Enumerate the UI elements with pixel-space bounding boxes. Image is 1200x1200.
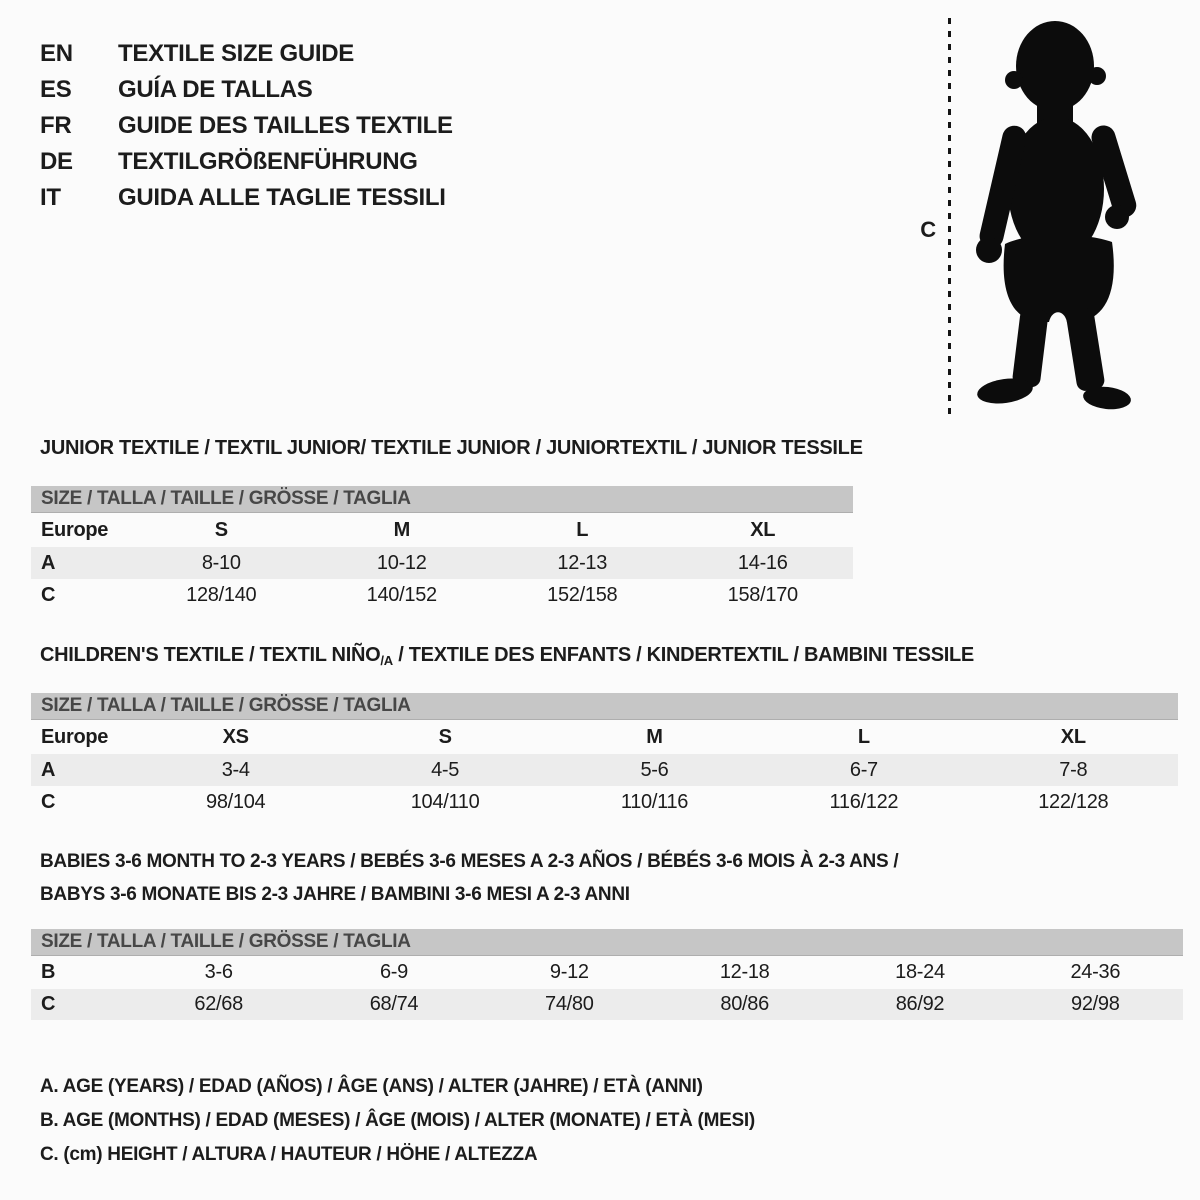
language-title: GUIDA ALLE TAGLIE TESSILI xyxy=(118,184,446,211)
value-cell: 74/80 xyxy=(545,993,594,1015)
value-cell: 6-9 xyxy=(379,961,408,983)
height-dashed-line xyxy=(948,18,951,416)
value-cell: 68/74 xyxy=(369,993,419,1015)
value-cell: 140/152 xyxy=(366,583,437,606)
table-header-row xyxy=(31,720,1178,754)
value-cell: 12-18 xyxy=(719,961,770,983)
language-title: GUÍA DE TALLAS xyxy=(118,76,313,103)
language-list xyxy=(40,36,453,216)
value-cell: 116/122 xyxy=(829,790,899,813)
language-row-es xyxy=(40,72,453,108)
value-cell: 4-5 xyxy=(431,758,460,781)
region-label: Europe xyxy=(41,518,109,541)
value-cell: 110/116 xyxy=(620,790,689,813)
value-cell: 98/104 xyxy=(206,790,266,813)
value-cell: 158/170 xyxy=(727,583,798,606)
value-cell: 80/86 xyxy=(720,993,769,1015)
children-title-rest: / TEXTILE DES ENFANTS / KINDERTEXTIL / BAMBINI TESSILE xyxy=(392,644,974,666)
value-cell: 104/110 xyxy=(410,790,480,813)
value-cell: 14-16 xyxy=(737,551,788,574)
value-cell: 5-6 xyxy=(640,758,669,781)
value-cell: 8-10 xyxy=(201,551,241,574)
table-row xyxy=(31,579,853,611)
babies-size-table xyxy=(31,929,1183,1020)
value-cell: 128/140 xyxy=(186,583,257,606)
size-header-bar: SIZE / TALLA / TAILLE / GRÖSSE / TAGLIA xyxy=(31,929,1183,956)
table-row xyxy=(31,989,1183,1020)
value-cell: 18-24 xyxy=(895,961,945,983)
size-header-bar: SIZE / TALLA / TAILLE / GRÖSSE / TAGLIA xyxy=(31,693,1178,720)
value-cell: 86/92 xyxy=(895,993,945,1015)
children-title-subscript: /A xyxy=(380,653,393,668)
value-cell: 6-7 xyxy=(849,758,878,781)
measure-c-label: C xyxy=(920,217,936,242)
column-header: M xyxy=(646,725,663,748)
table-row xyxy=(31,547,853,579)
legend-line-b: B. AGE (MONTHS) / EDAD (MESES) / ÂGE (MOIS) / ALTER (MONATE) / ETÀ (MESI) xyxy=(40,1110,755,1131)
language-code: FR xyxy=(40,112,72,139)
table-row xyxy=(31,956,1183,989)
language-title: TEXTILGRÖßENFÜHRUNG xyxy=(118,148,418,175)
measurement-legend xyxy=(40,1070,755,1172)
column-header: L xyxy=(857,725,870,748)
column-header: S xyxy=(214,518,228,541)
table-row xyxy=(31,786,1178,818)
value-cell: 7-8 xyxy=(1059,758,1088,781)
row-label: A xyxy=(41,758,56,781)
value-cell: 3-4 xyxy=(221,758,250,781)
language-code: IT xyxy=(40,184,61,211)
junior-size-table xyxy=(31,486,853,611)
language-row-fr xyxy=(40,108,453,144)
language-row-it xyxy=(40,180,453,216)
value-cell: 62/68 xyxy=(194,993,243,1015)
junior-section-title: JUNIOR TEXTILE / TEXTIL JUNIOR/ TEXTILE JUNIOR / JUNIORTEXTIL / JUNIOR TESSILE xyxy=(40,437,863,459)
table-header-row xyxy=(31,513,853,547)
value-cell: 3-6 xyxy=(204,961,233,983)
region-label: Europe xyxy=(41,725,109,748)
value-cell: 92/98 xyxy=(1071,993,1120,1015)
language-row-de xyxy=(40,144,453,180)
babies-title-line2: BABYS 3-6 MONATE BIS 2-3 JAHRE / BAMBINI 3-6 MESI A 2-3 ANNI xyxy=(40,884,630,905)
row-label: A xyxy=(41,551,56,574)
value-cell: 9-12 xyxy=(549,961,589,983)
size-header-bar: SIZE / TALLA / TAILLE / GRÖSSE / TAGLIA xyxy=(31,486,853,513)
language-code: EN xyxy=(40,40,73,67)
column-header: S xyxy=(438,725,452,748)
babies-section-title xyxy=(40,845,898,911)
value-cell: 12-13 xyxy=(557,551,608,574)
column-header: XS xyxy=(222,725,249,748)
value-cell: 10-12 xyxy=(376,551,427,574)
children-size-table xyxy=(31,693,1178,818)
language-code: DE xyxy=(40,148,73,175)
children-section-title xyxy=(40,644,974,672)
value-cell: 24-36 xyxy=(1070,961,1121,983)
row-label: C xyxy=(41,790,56,813)
baby-silhouette-icon xyxy=(965,14,1140,416)
language-code: ES xyxy=(40,76,72,103)
column-header: M xyxy=(393,518,410,541)
children-title-main: CHILDREN'S TEXTILE / TEXTIL NIÑO xyxy=(40,644,381,666)
language-title: GUIDE DES TAILLES TEXTILE xyxy=(118,112,453,139)
column-header: XL xyxy=(1060,725,1086,748)
value-cell: 152/158 xyxy=(547,583,618,606)
row-label: C xyxy=(41,583,56,606)
value-cell: 122/128 xyxy=(1038,790,1109,813)
legend-line-a: A. AGE (YEARS) / EDAD (AÑOS) / ÂGE (ANS) / ALTER (JAHRE) / ETÀ (ANNI) xyxy=(40,1076,703,1097)
row-label: B xyxy=(41,961,56,983)
table-row xyxy=(31,754,1178,786)
column-header: XL xyxy=(750,518,776,541)
column-header: L xyxy=(576,518,589,541)
babies-title-line1: BABIES 3-6 MONTH TO 2-3 YEARS / BEBÉS 3-6 MESES A 2-3 AÑOS / BÉBÉS 3-6 MOIS À 2-3 ANS / xyxy=(40,851,899,872)
language-title: TEXTILE SIZE GUIDE xyxy=(118,40,354,67)
language-row-en xyxy=(40,36,453,72)
legend-line-c: C. (cm) HEIGHT / ALTURA / HAUTEUR / HÖHE / ALTEZZA xyxy=(40,1144,538,1165)
row-label: C xyxy=(41,993,56,1015)
